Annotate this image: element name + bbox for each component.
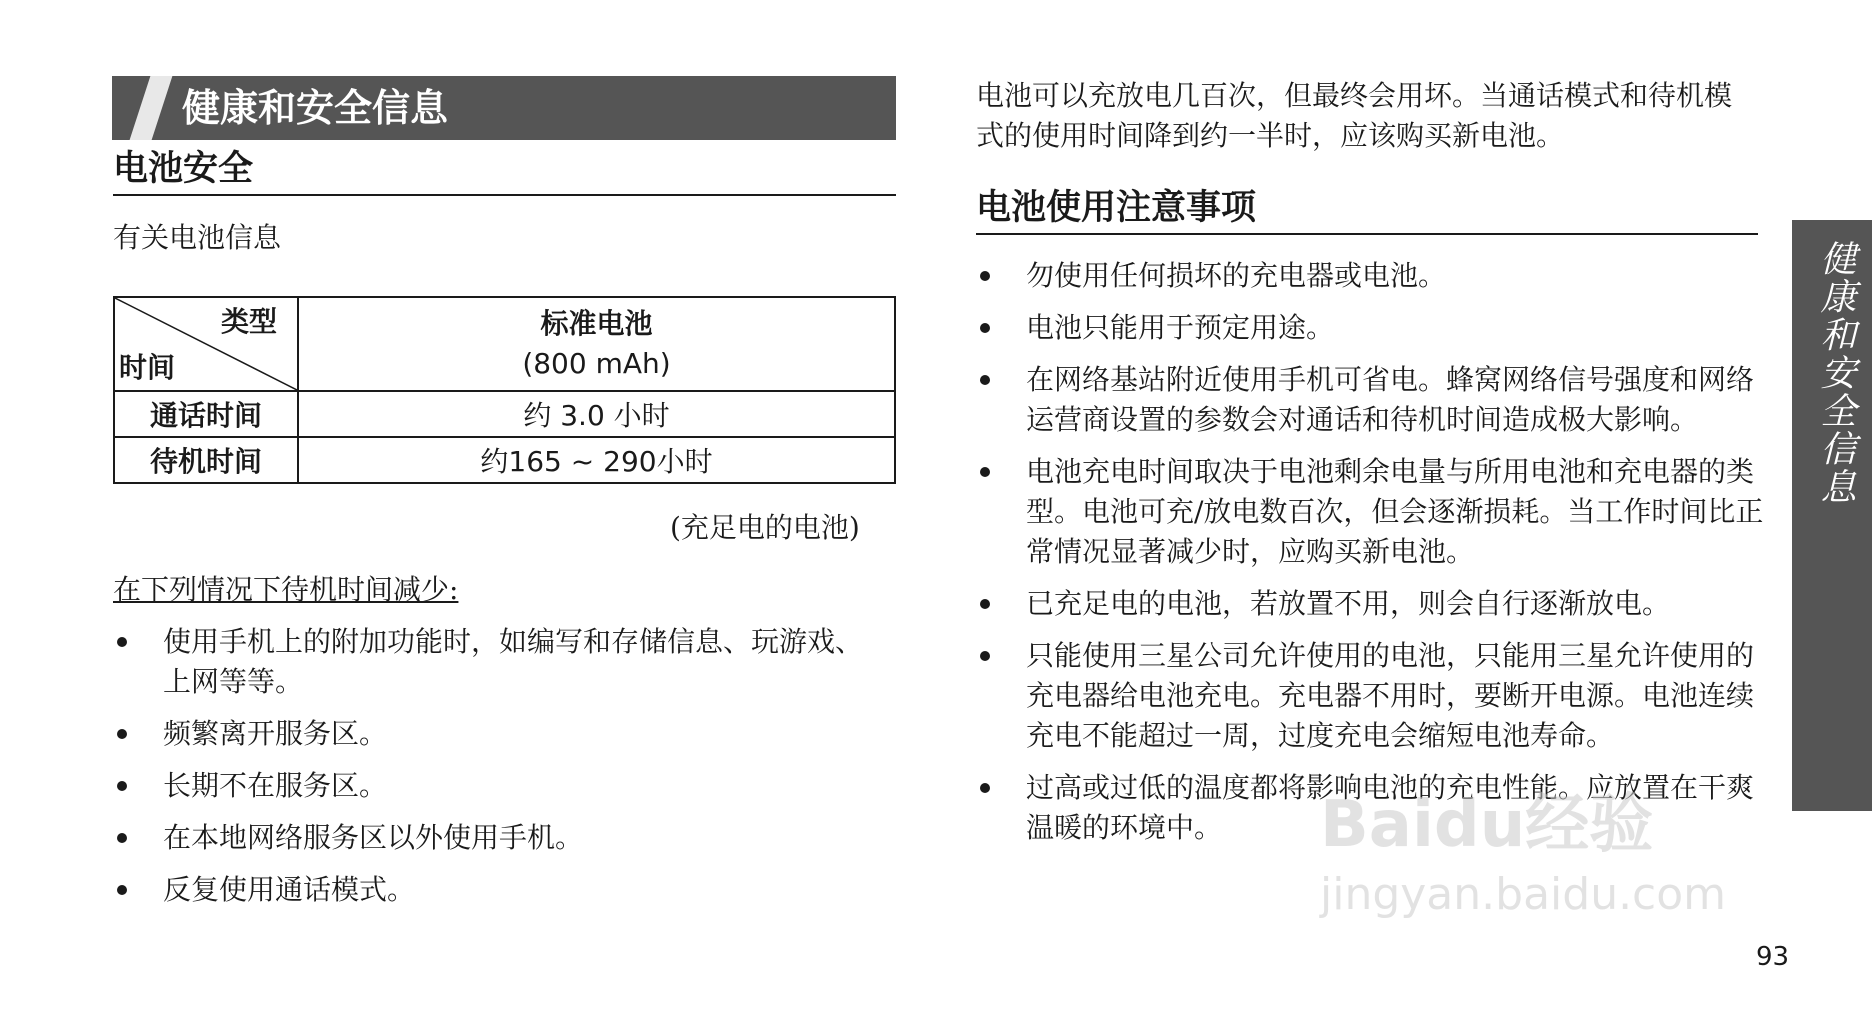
corner-time-label: 时间	[119, 351, 176, 384]
page-number: 93	[1756, 942, 1790, 972]
list-item-text: 在本地网络服务区以外使用手机。	[163, 821, 584, 854]
list-item	[976, 308, 1766, 348]
table-row	[114, 391, 895, 437]
bullet-dot	[980, 375, 990, 385]
watermark-sub: jingyan.baidu.com	[1320, 869, 1727, 920]
bullet-dot	[117, 885, 127, 895]
bullet-dot	[117, 833, 127, 843]
list-item-text: 已充足电的电池，若放置不用，则会自行逐渐放电。	[1026, 587, 1671, 620]
bullet-dot	[980, 271, 990, 281]
col-header: 标准电池	[540, 307, 653, 340]
bullet-dot	[980, 783, 990, 793]
bullet-dot	[117, 781, 127, 791]
table-note: (充足电的电池)	[670, 511, 860, 544]
battery-safety-heading: 电池安全	[113, 144, 896, 196]
col-subheader: (800 mAh)	[522, 347, 671, 380]
bullet-dot	[117, 637, 127, 647]
list-item	[113, 714, 873, 754]
list-item	[113, 870, 873, 910]
bullet-dot	[980, 323, 990, 333]
side-tab-label: 健康和安全信息	[1815, 240, 1856, 506]
row-label: 通话时间	[114, 391, 298, 437]
corner-type-label: 类型	[220, 305, 277, 338]
list-item-text: 过高或过低的温度都将影响电池的充电性能。应放置在干爽温暖的环境中。	[1026, 771, 1755, 844]
list-item-text: 电池充电时间取决于电池剩余电量与所用电池和充电器的类型。电池可充/放电数百次，但会逐渐损耗。当工作时间比正常情况显著减少时，应购买新电池。	[1026, 455, 1764, 568]
standard-battery-header	[298, 297, 895, 391]
table-header-row	[114, 297, 895, 391]
list-item	[976, 256, 1766, 296]
list-item-text: 反复使用通话模式。	[163, 873, 416, 906]
battery-life-intro: 电池可以充放电几百次，但最终会用坏。当通话模式和待机模式的使用时间降到约一半时，应该购买新电池。	[976, 79, 1733, 152]
list-item	[976, 584, 1766, 624]
banner-stripe	[130, 76, 173, 140]
row-value: 约165 ~ 290小时	[298, 437, 895, 483]
standby-reduce-heading: 在下列情况下待机时间减少:	[113, 573, 459, 606]
precautions-list	[976, 256, 1766, 860]
list-item	[113, 818, 873, 858]
bullet-dot	[980, 651, 990, 661]
list-item	[113, 766, 873, 806]
list-item	[976, 636, 1766, 756]
section-banner	[112, 76, 896, 140]
banner-title: 健康和安全信息	[182, 86, 449, 130]
bullet-dot	[117, 729, 127, 739]
list-item-text: 长期不在服务区。	[163, 769, 388, 802]
watermark-main: Baidu经验	[1320, 788, 1654, 862]
row-value: 约 3.0 小时	[298, 391, 895, 437]
list-item-text: 频繁离开服务区。	[163, 717, 388, 750]
table-corner-cell	[114, 297, 298, 391]
row-label: 待机时间	[114, 437, 298, 483]
list-item-text: 勿使用任何损坏的充电器或电池。	[1026, 259, 1447, 292]
battery-info-intro: 有关电池信息	[113, 221, 282, 254]
battery-precautions-heading: 电池使用注意事项	[976, 183, 1758, 235]
list-item	[976, 360, 1766, 440]
list-item-text: 使用手机上的附加功能时，如编写和存储信息、玩游戏、上网等等。	[163, 625, 864, 698]
bullet-dot	[980, 467, 990, 477]
list-item-text: 电池只能用于预定用途。	[1026, 311, 1335, 344]
list-item	[113, 622, 873, 702]
list-item	[976, 452, 1766, 572]
chapter-side-tab	[1792, 220, 1872, 811]
table-row	[114, 437, 895, 483]
baidu-watermark	[1320, 790, 1726, 930]
bullet-dot	[980, 599, 990, 609]
reduce-list	[113, 622, 873, 922]
battery-spec-table	[113, 296, 896, 484]
list-item-text: 在网络基站附近使用手机可省电。蜂窝网络信号强度和网络运营商设置的参数会对通话和待机时间造成极大影响。	[1026, 363, 1755, 436]
list-item-text: 只能使用三星公司允许使用的电池，只能用三星允许使用的充电器给电池充电。充电器不用时，要断开电源。电池连续充电不能超过一周，过度充电会缩短电池寿命。	[1026, 639, 1755, 752]
